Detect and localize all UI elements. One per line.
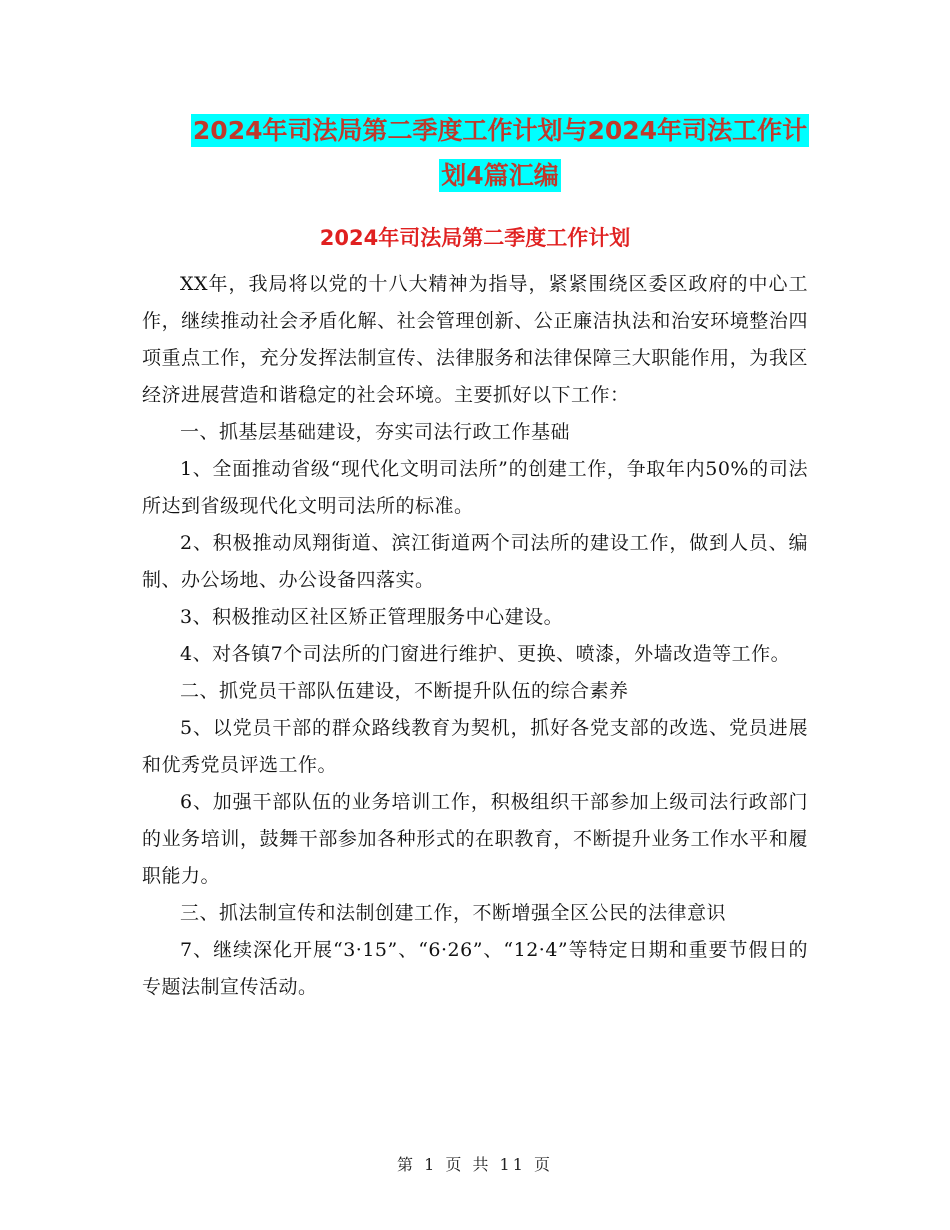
document-title-line-2: 划4篇汇编 [441, 161, 559, 190]
heading-section-2: 二、抓党员干部队伍建设，不断提升队伍的综合素养 [180, 680, 629, 702]
paragraph-intro: XX年，我局将以党的十八大精神为指导，紧紧围绕区委区政府的中心工作，继续推动社会矛盾化解、社会管理创新、公正廉洁执法和治安环境整治四项重点工作，充分发挥法制宣传、法律服务和法律保障三大职能作用，为我区经济进展营造和谐稳定的社会环境。主要抓好以下工作： [142, 273, 808, 406]
paragraph-item-7: 7、继续深化开展“3·15”、“6·26”、“12·4”等特定日期和重要节假日的专题法制宣传活动。 [142, 939, 808, 998]
paragraph-item-1: 1、全面推动省级“现代化文明司法所”的创建工作，争取年内50%的司法所达到省级现代化文明司法所的标准。 [142, 458, 808, 517]
document-body [142, 266, 808, 1006]
paragraph-item-3: 3、积极推动区社区矫正管理服务中心建设。 [180, 606, 564, 628]
document-title [140, 108, 860, 198]
page-footer: 第 1 页 共 11 页 [397, 1155, 553, 1174]
paragraph-item-6: 6、加强干部队伍的业务培训工作，积极组织干部参加上级司法行政部门的业务培训，鼓舞干部参加各种形式的在职教育，不断提升业务工作水平和履职能力。 [142, 791, 808, 887]
paragraph-item-2: 2、积极推动凤翔街道、滨江街道两个司法所的建设工作，做到人员、编制、办公场地、办公设备四落实。 [142, 532, 808, 591]
paragraph-item-5: 5、以党员干部的群众路线教育为契机，抓好各党支部的改选、党员进展和优秀党员评选工作。 [142, 717, 808, 776]
document-title-line-1: 2024年司法局第二季度工作计划与2024年司法工作计 [192, 116, 808, 145]
paragraph-item-4: 4、对各镇7个司法所的门窗进行维护、更换、喷漆，外墙改造等工作。 [180, 643, 791, 665]
heading-section-1: 一、抓基层基础建设，夯实司法行政工作基础 [180, 421, 571, 443]
section-title: 2024年司法局第二季度工作计划 [319, 226, 631, 250]
heading-section-3: 三、抓法制宣传和法制创建工作，不断增强全区公民的法律意识 [180, 902, 727, 924]
